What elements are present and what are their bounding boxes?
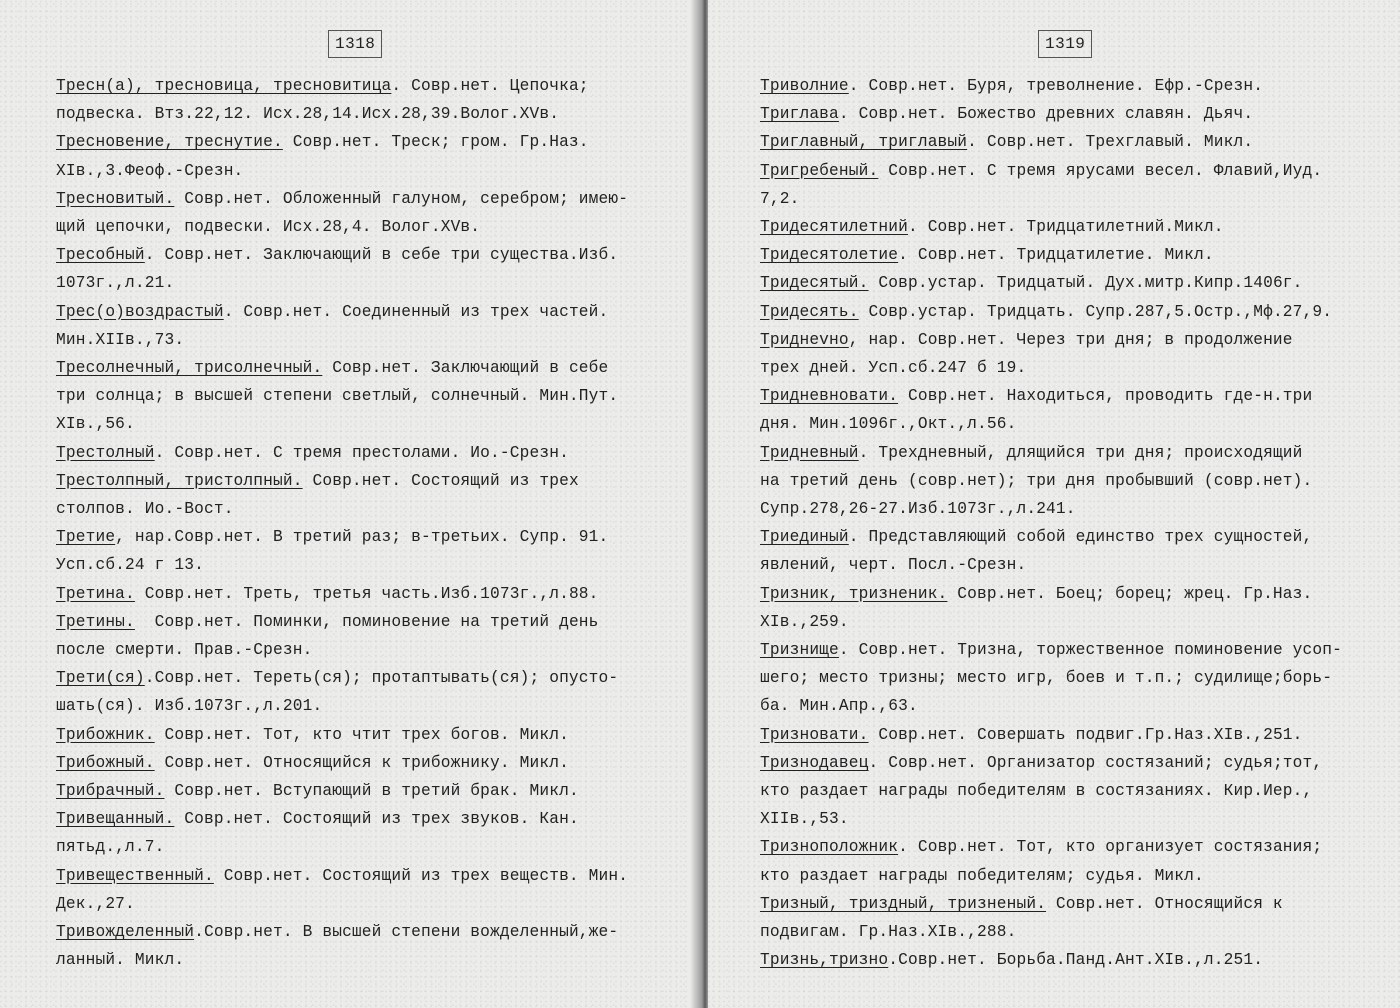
- dictionary-entry: [708, 298, 1400, 326]
- entry-definition-first-line: . Совр.нет. С тремя престолами. Ио.-Срезн.: [154, 443, 569, 462]
- entry-definition-continuation: XIв.,3.Феоф.-Срезн.: [56, 161, 244, 180]
- entry-headword: Трибожный.: [56, 753, 155, 772]
- entry-definition-first-line: Совр.устар. Тридцать. Супр.287,5.Остр.,Мф.27,9.: [858, 302, 1333, 321]
- entry-headword: Тресолнечный, трисолнечный.: [56, 359, 323, 378]
- dictionary-entry: [708, 241, 1400, 269]
- entry-headword: Трибожник.: [56, 725, 155, 744]
- entry-definition-continuation: пятьд.,л.7.: [56, 838, 165, 857]
- dictionary-entry: [0, 721, 700, 749]
- entry-headword: Трети(ся): [56, 669, 145, 688]
- entry-definition-first-line: . Совр.нет. Тризна, торжественное поминовение усоп-: [838, 641, 1342, 660]
- entry-definition-continuation: щий цепочки, подвески. Исх.28,4. Волог.XVв.: [56, 218, 481, 237]
- page-number-right: 1319: [1038, 30, 1092, 58]
- dictionary-entry: [708, 439, 1400, 524]
- entry-definition-continuation: три солнца; в высшей степени светлый, солнечный. Мин.Пут. XIв.,56.: [56, 387, 619, 434]
- entry-headword: Тресновение, треснутие.: [56, 133, 283, 152]
- entry-definition-first-line: Совр.нет. Относящийся к: [1046, 894, 1283, 913]
- dictionary-entry: [0, 523, 700, 579]
- entry-definition-first-line: . Совр.нет. Божество древних славян. Дьяч.: [838, 105, 1254, 124]
- dictionary-entry: [708, 213, 1400, 241]
- entry-definition-continuation: 7,2.: [760, 189, 800, 208]
- entry-definition-first-line: Совр.нет. Находиться, проводить где-н.три: [898, 387, 1313, 406]
- entry-definition-continuation: после смерти. Прав.-Срезн.: [56, 641, 313, 660]
- dictionary-entry: [0, 298, 700, 354]
- dictionary-entry: [0, 918, 700, 974]
- entry-definition-continuation: XIв.,259.: [760, 612, 849, 631]
- entry-headword: Тризнище: [760, 641, 839, 660]
- entry-headword: Тридесять.: [760, 302, 859, 321]
- entry-definition-first-line: Совр.нет. Поминки, поминовение на третий день: [134, 612, 599, 631]
- entry-headword: Тридневный: [760, 443, 859, 462]
- entry-headword: Третина.: [56, 584, 135, 603]
- dictionary-entry: [708, 721, 1400, 749]
- entry-headword: Тридневновати.: [760, 387, 899, 406]
- entry-headword: Триглавный, триглавый: [760, 133, 968, 152]
- entry-definition-continuation: шего; место тризны; место игр, боев и т.п.; судилище;борь- ба. Мин.Апр.,63.: [760, 669, 1333, 716]
- entry-definition-first-line: . Совр.нет. Буря, треволнение. Ефр.-Срезн.: [848, 77, 1264, 95]
- entry-definition-first-line: Совр.нет. Состоящий из трех звуков. Кан.: [174, 810, 579, 829]
- entry-definition-first-line: Совр.нет. Вступающий в третий брак. Микл.: [164, 782, 579, 801]
- entry-definition-first-line: Совр.нет. Состоящий из трех веществ. Мин.: [213, 866, 629, 885]
- dictionary-entry: [0, 128, 700, 184]
- entry-headword: Тридесятилетний: [760, 218, 908, 237]
- entry-headword: Тризнодавец: [760, 753, 869, 772]
- entry-headword: Тресн(а), тресновица, тресновитица: [56, 77, 392, 95]
- dictionary-entry: [0, 805, 700, 861]
- entry-definition-first-line: Совр.устар. Тридцатый. Дух.митр.Кипр.1406г.: [868, 274, 1303, 293]
- dictionary-entry: [0, 72, 700, 128]
- entry-definition-continuation: явлений, черт. Посл.-Срезн.: [760, 556, 1027, 575]
- entry-definition-continuation: ланный. Микл.: [56, 951, 185, 970]
- entry-headword: Тривожделенный: [56, 923, 195, 942]
- entry-definition-first-line: Совр.нет. Тот, кто чтит трех богов. Микл.: [154, 725, 569, 744]
- entry-headword: Третины.: [56, 612, 135, 631]
- dictionary-entry: [0, 185, 700, 241]
- entry-definition-first-line: Совр.нет. Треск; гром. Гр.Наз.: [282, 133, 589, 152]
- entry-headword: Тризнь,тризно: [760, 951, 889, 970]
- entry-list-left: [0, 72, 700, 975]
- entry-definition-continuation: шать(ся). Изб.1073г.,л.201.: [56, 697, 323, 716]
- entry-definition-first-line: . Совр.нет. Тот, кто организует состязания;: [898, 838, 1323, 857]
- dictionary-entry: [0, 777, 700, 805]
- entry-definition-first-line: . Трехдневный, длящийся три дня; происходящий: [858, 443, 1303, 462]
- entry-definition-continuation: кто раздает награды победителям в состязаниях. Кир.Иер., XIIв.,53.: [760, 782, 1313, 829]
- entry-definition-continuation: 1073г.,л.21.: [56, 274, 175, 293]
- entry-definition-first-line: Совр.нет. С тремя ярусами весел. Флавий,Иуд.: [878, 161, 1323, 180]
- entry-definition-continuation: Мин.XIIв.,73.: [56, 330, 185, 349]
- dictionary-entry: [708, 890, 1400, 946]
- entry-headword: Тридесятый.: [760, 274, 869, 293]
- entry-definition-continuation: столпов. Ио.-Вост.: [56, 500, 234, 519]
- entry-headword: Триднevно: [760, 330, 849, 349]
- entry-definition-first-line: . Совр.нет. Трехглавый. Микл.: [967, 133, 1254, 152]
- entry-definition-first-line: Совр.нет. Боец; борец; жрец. Гр.Наз.: [947, 584, 1313, 603]
- entry-list-right: [708, 72, 1400, 975]
- entry-headword: Трибрачный.: [56, 782, 165, 801]
- dictionary-entry: [708, 72, 1400, 100]
- entry-definition-first-line: Совр.нет. Треть, третья часть.Изб.1073г.,л.88.: [134, 584, 599, 603]
- dictionary-entry: [0, 664, 700, 720]
- entry-definition-first-line: . Представляющий собой единство трех сущностей,: [848, 528, 1313, 547]
- entry-headword: Триглава: [760, 105, 839, 124]
- entry-headword: Третие: [56, 528, 116, 547]
- entry-definition-first-line: .Совр.нет. Тереть(ся); протаптывать(ся); опусто-: [144, 669, 619, 688]
- entry-definition-first-line: .Совр.нет. В высшей степени вожделенный,же-: [194, 923, 619, 942]
- entry-headword: Тризник, тризненик.: [760, 584, 948, 603]
- dictionary-entry: [708, 100, 1400, 128]
- entry-definition-continuation: кто раздает награды победителям; судья. Микл.: [760, 866, 1204, 885]
- dictionary-entry: [708, 946, 1400, 974]
- entry-definition-first-line: , нар. Совр.нет. Через три дня; в продолжение: [848, 330, 1293, 349]
- entry-definition-first-line: Совр.нет. Заключающий в себе: [322, 359, 609, 378]
- entry-definition-continuation: Усп.сб.24 г 13.: [56, 556, 204, 575]
- dictionary-entry: [0, 580, 700, 608]
- dictionary-entry: [708, 636, 1400, 721]
- entry-definition-first-line: .Совр.нет. Борьба.Панд.Ант.XIв.,л.251.: [888, 951, 1264, 970]
- entry-headword: Тризновати.: [760, 725, 869, 744]
- entry-definition-first-line: Совр.нет. Состоящий из трех: [302, 471, 579, 490]
- entry-headword: Трестолный: [56, 443, 155, 462]
- entry-definition-first-line: Совр.нет. Обложенный галуном, серебром; имею-: [174, 189, 629, 208]
- page-number-left: 1318: [328, 30, 382, 58]
- entry-headword: Тридесятолетие: [760, 246, 899, 265]
- dictionary-entry: [708, 326, 1400, 382]
- right-page: [708, 0, 1400, 1008]
- entry-definition-first-line: . Совр.нет. Тридцатилетний.Микл.: [907, 218, 1224, 237]
- entry-headword: Трестолпный, тристолпный.: [56, 471, 303, 490]
- entry-definition-first-line: . Совр.нет. Цепочка;: [391, 77, 589, 95]
- dictionary-entry: [708, 128, 1400, 156]
- entry-headword: Тривещанный.: [56, 810, 175, 829]
- entry-definition-first-line: . Совр.нет. Тридцатилетие. Микл.: [898, 246, 1214, 265]
- entry-definition-first-line: Совр.нет. Совершать подвиг.Гр.Наз.XIв.,251.: [868, 725, 1303, 744]
- dictionary-entry: [0, 608, 700, 664]
- entry-headword: Триволние: [760, 77, 849, 95]
- dictionary-entry: [708, 157, 1400, 213]
- entry-definition-first-line: . Совр.нет. Соединенный из трех частей.: [223, 302, 609, 321]
- entry-headword: Тризноположник: [760, 838, 899, 857]
- entry-definition-first-line: , нар.Совр.нет. В третий раз; в-третьих. Супр. 91.: [115, 528, 609, 547]
- entry-headword: Тресобный: [56, 246, 145, 265]
- dictionary-entry: [708, 269, 1400, 297]
- entry-definition-continuation: Дек.,27.: [56, 894, 135, 913]
- entry-headword: Тригребеный.: [760, 161, 879, 180]
- entry-headword: Тризный, триздный, тризненый.: [760, 894, 1047, 913]
- dictionary-entry: [708, 833, 1400, 889]
- entry-headword: Тривещественный.: [56, 866, 214, 885]
- dictionary-entry: [708, 523, 1400, 579]
- dictionary-entry: [708, 580, 1400, 636]
- entry-definition-first-line: Совр.нет. Относящийся к трибожнику. Микл.: [154, 753, 569, 772]
- entry-definition-first-line: . Совр.нет. Организатор состязаний; судья;тот,: [868, 753, 1323, 772]
- dictionary-entry: [708, 382, 1400, 438]
- dictionary-entry: [0, 467, 700, 523]
- entry-definition-continuation: на третий день (совр.нет); три дня пробывший (совр.нет). Супр.278,26-27.Изб.1073г.,л.241.: [760, 471, 1313, 519]
- entry-definition-continuation: подвигам. Гр.Наз.XIв.,288.: [760, 923, 1017, 942]
- entry-headword: Трес(о)воздрастый: [56, 302, 224, 321]
- dictionary-entry: [0, 241, 700, 297]
- entry-definition-continuation: трех дней. Усп.сб.247 б 19.: [760, 359, 1027, 378]
- entry-headword: Триединый: [760, 528, 849, 547]
- entry-headword: Тресновитый.: [56, 189, 175, 208]
- dictionary-entry: [708, 749, 1400, 834]
- entry-definition-continuation: подвеска. Втз.22,12. Исх.28,14.Исх.28,39.Волог.XVв.: [56, 105, 560, 124]
- entry-definition-continuation: дня. Мин.1096г.,Окт.,л.56.: [760, 415, 1017, 434]
- dictionary-entry: [0, 354, 700, 439]
- dictionary-entry: [0, 749, 700, 777]
- dictionary-entry: [0, 862, 700, 918]
- entry-definition-first-line: . Совр.нет. Заключающий в себе три существа.Изб.: [144, 246, 619, 265]
- dictionary-entry: [0, 439, 700, 467]
